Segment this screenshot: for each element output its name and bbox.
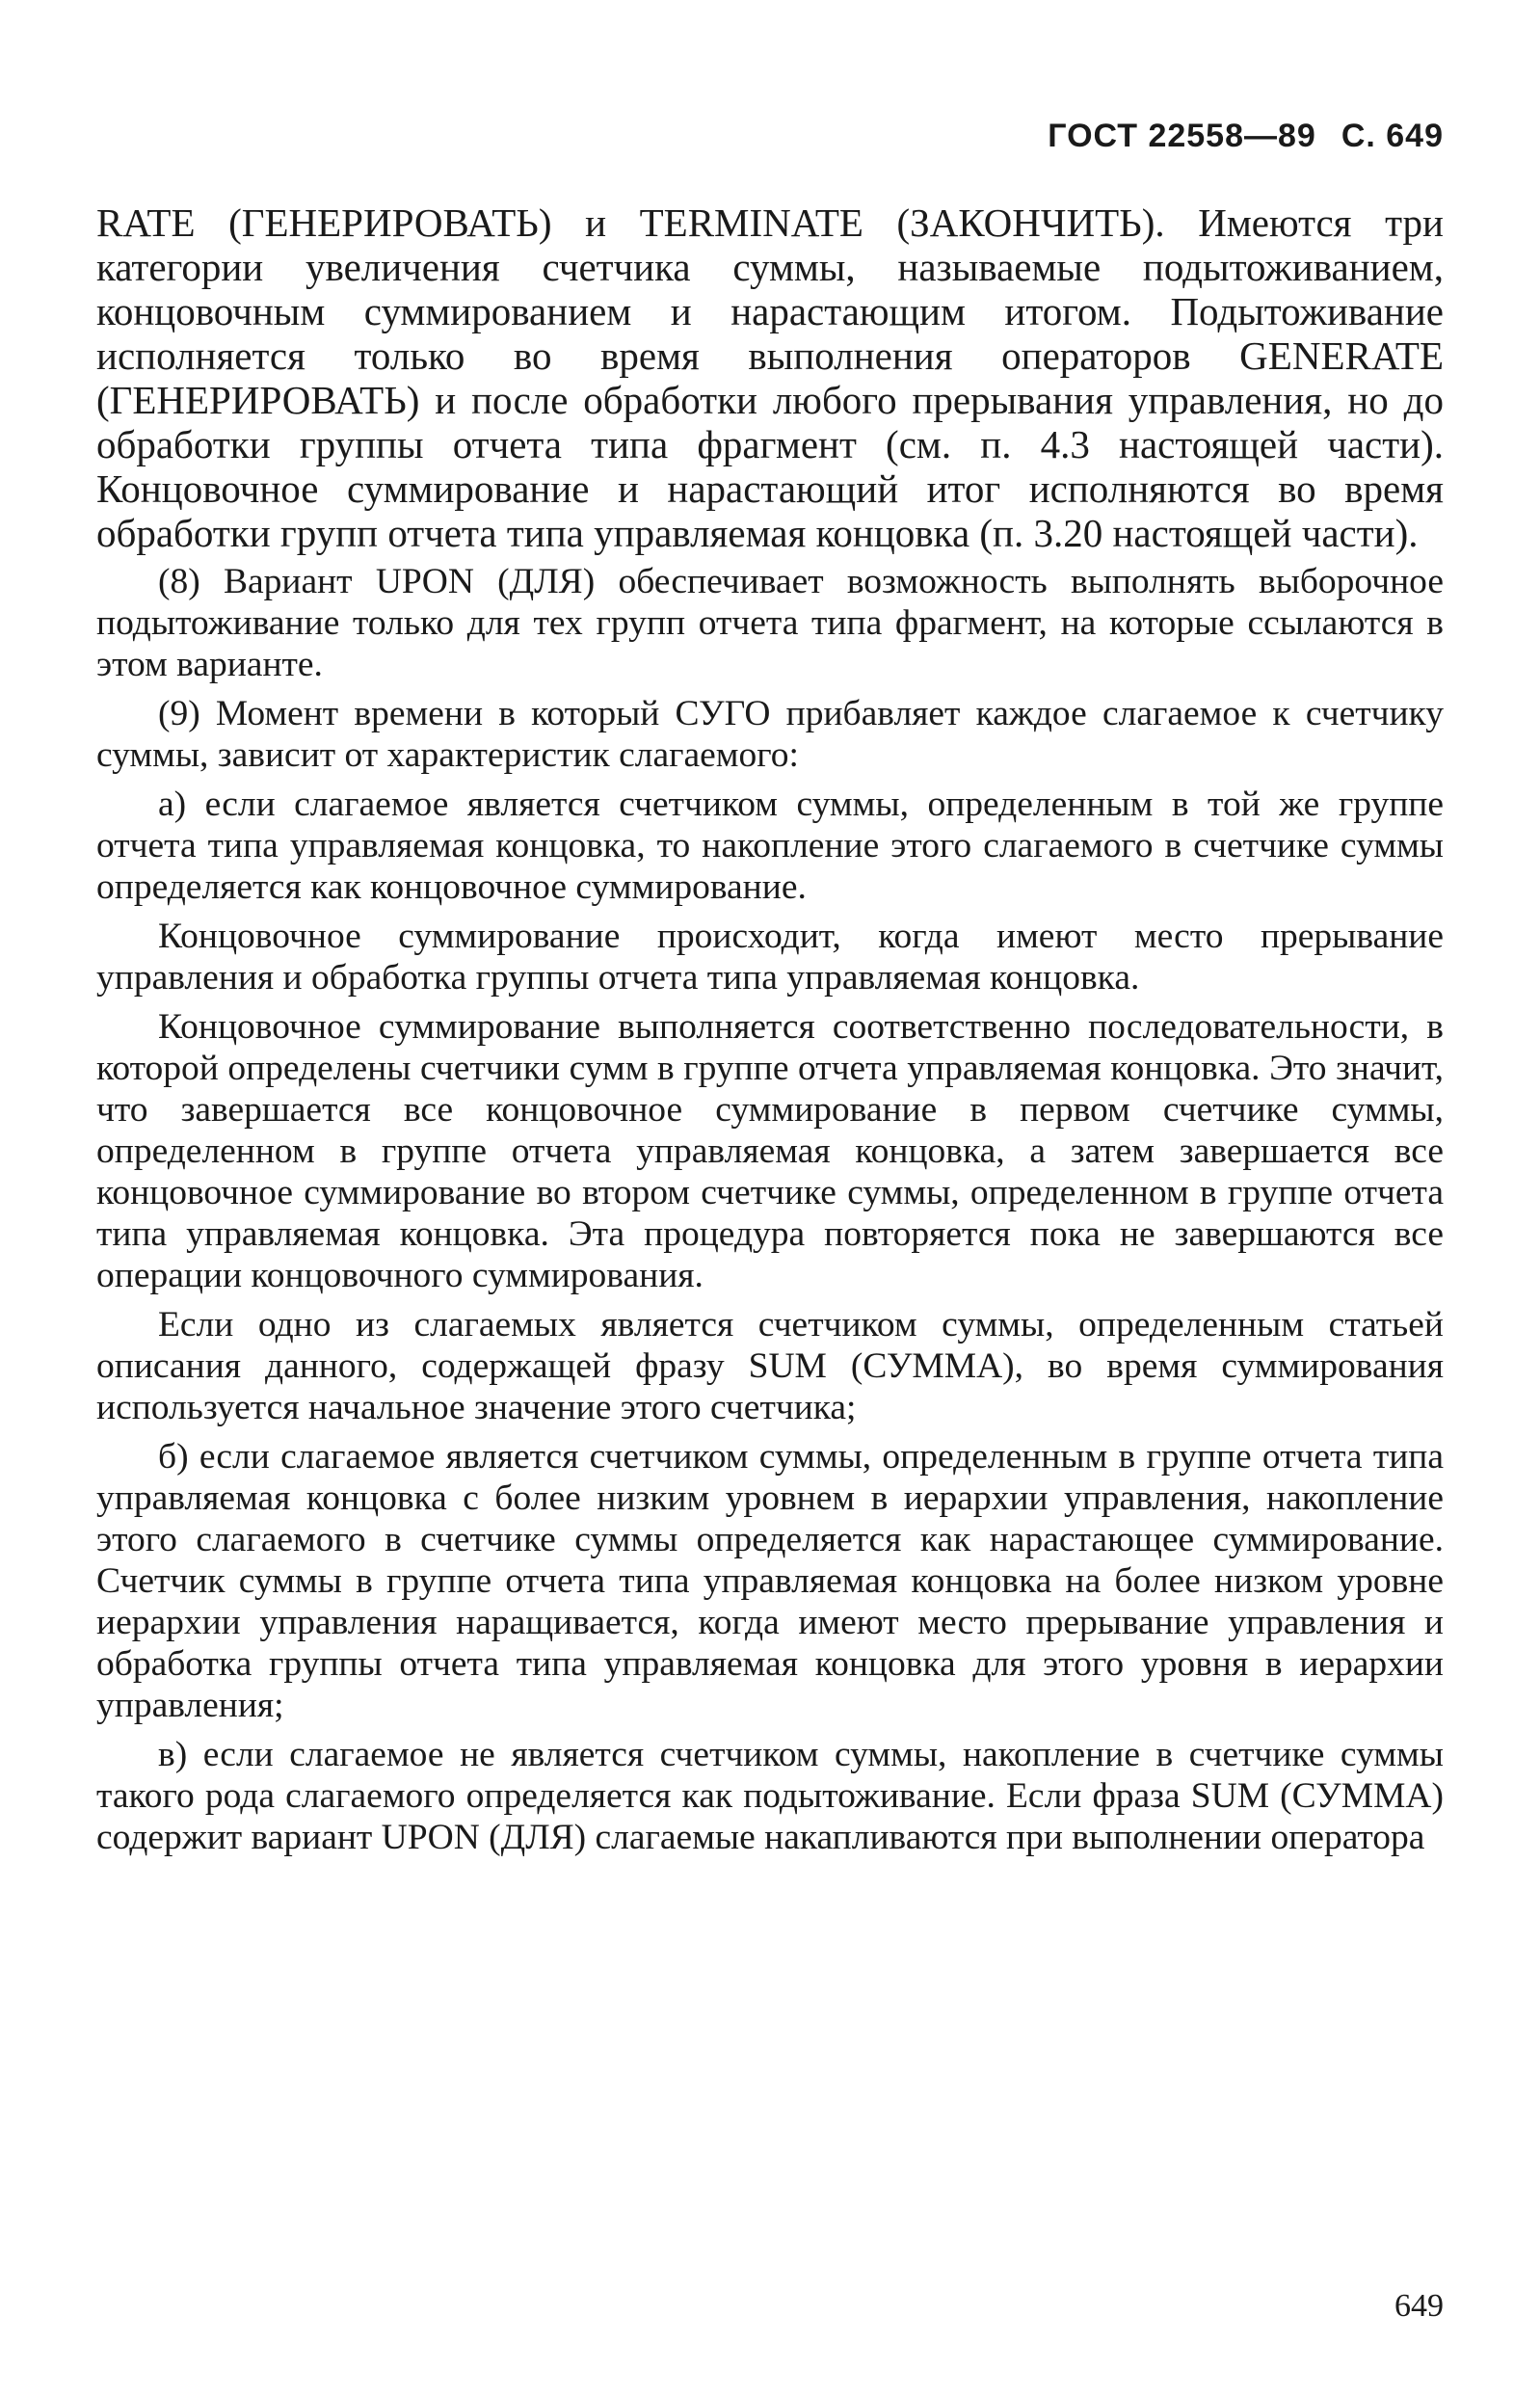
paragraph-item-c: в) если слагаемое не является счетчиком суммы, накопление в счетчике суммы такого рода слагаемого определяется как подытоживание. Если фраза SUM (СУММА) содержит вариант UPON (ДЛЯ) слагаемые накапливаются при выполнении оператора xyxy=(96,1735,1444,1857)
paragraph-item-b: б) если слагаемое является счетчиком суммы, определенным в группе отчета типа управляемая концовка с более низким уровнем в иерархии управления, накопление этого слагаемого в счетчике суммы определяется как нарастающее суммирование. Счетчик суммы в группе отчета типа управляемая концовка на более низком уровне иерархии управления наращивается, когда имеют место прерывание управления и обработка группы отчета типа управляемая концовка для этого уровня в иерархии управления; xyxy=(96,1437,1444,1725)
paragraph-concluding-summation: Концовочное суммирование происходит, когда имеют место прерывание управления и обработка группы отчета типа управляемая концовка. xyxy=(96,917,1444,998)
body-text xyxy=(96,200,1444,1866)
paragraph-upon-variant: (8) Вариант UPON (ДЛЯ) обеспечивает возможность выполнять выборочное подытоживание только для тех групп отчета типа фрагмент, на которые ссылаются в этом варианте. xyxy=(96,562,1444,684)
paragraph-timing: (9) Момент времени в который СУГО прибавляет каждое слагаемое к счетчику суммы, зависит от характеристик слагаемого: xyxy=(96,694,1444,775)
standard-number: ГОСТ 22558—89 xyxy=(1048,118,1316,154)
paragraph-continuation: RATE (ГЕНЕРИРОВАТЬ) и TERMINATE (ЗАКОНЧИТЬ). Имеются три категории увеличения счетчика суммы, называемые подытоживанием, концовочным суммированием и нарастающим итогом. Подытоживание исполняется только во время выполнения операторов GENERATE (ГЕНЕРИРОВАТЬ) и после обработки любого прерывания управления, но до обработки группы отчета типа фрагмент (см. п. 4.3 настоящей части). Концовочное суммирование и нарастающий итог исполняются во время обработки групп отчета типа управляемая концовка (п. 3.20 настоящей части). xyxy=(96,200,1444,555)
paragraph-summation-order: Концовочное суммирование выполняется соответственно последовательности, в которой определены счетчики сумм в группе отчета управляемая концовка. Это значит, что завершается все концовочное суммирование в первом счетчике суммы, определенном в группе отчета управляемая концовка, а затем завершается все концовочное суммирование во втором счетчике суммы, определенном в группе отчета типа управляемая концовка. Эта процедура повторяется пока не завершаются все операции концовочного суммирования. xyxy=(96,1007,1444,1295)
page-number: 649 xyxy=(1394,2288,1444,2324)
paragraph-sum-initial-value: Если одно из слагаемых является счетчиком суммы, определенным статьей описания данного, содержащей фразу SUM (СУММА), во время суммирования используется начальное значение этого счетчика; xyxy=(96,1305,1444,1427)
page-reference: С. 649 xyxy=(1341,118,1444,154)
running-header xyxy=(1048,118,1444,155)
paragraph-item-a: а) если слагаемое является счетчиком суммы, определенным в той же группе отчета типа управляемая концовка, то накопление этого слагаемого в счетчике суммы определяется как концовочное суммирование. xyxy=(96,785,1444,907)
